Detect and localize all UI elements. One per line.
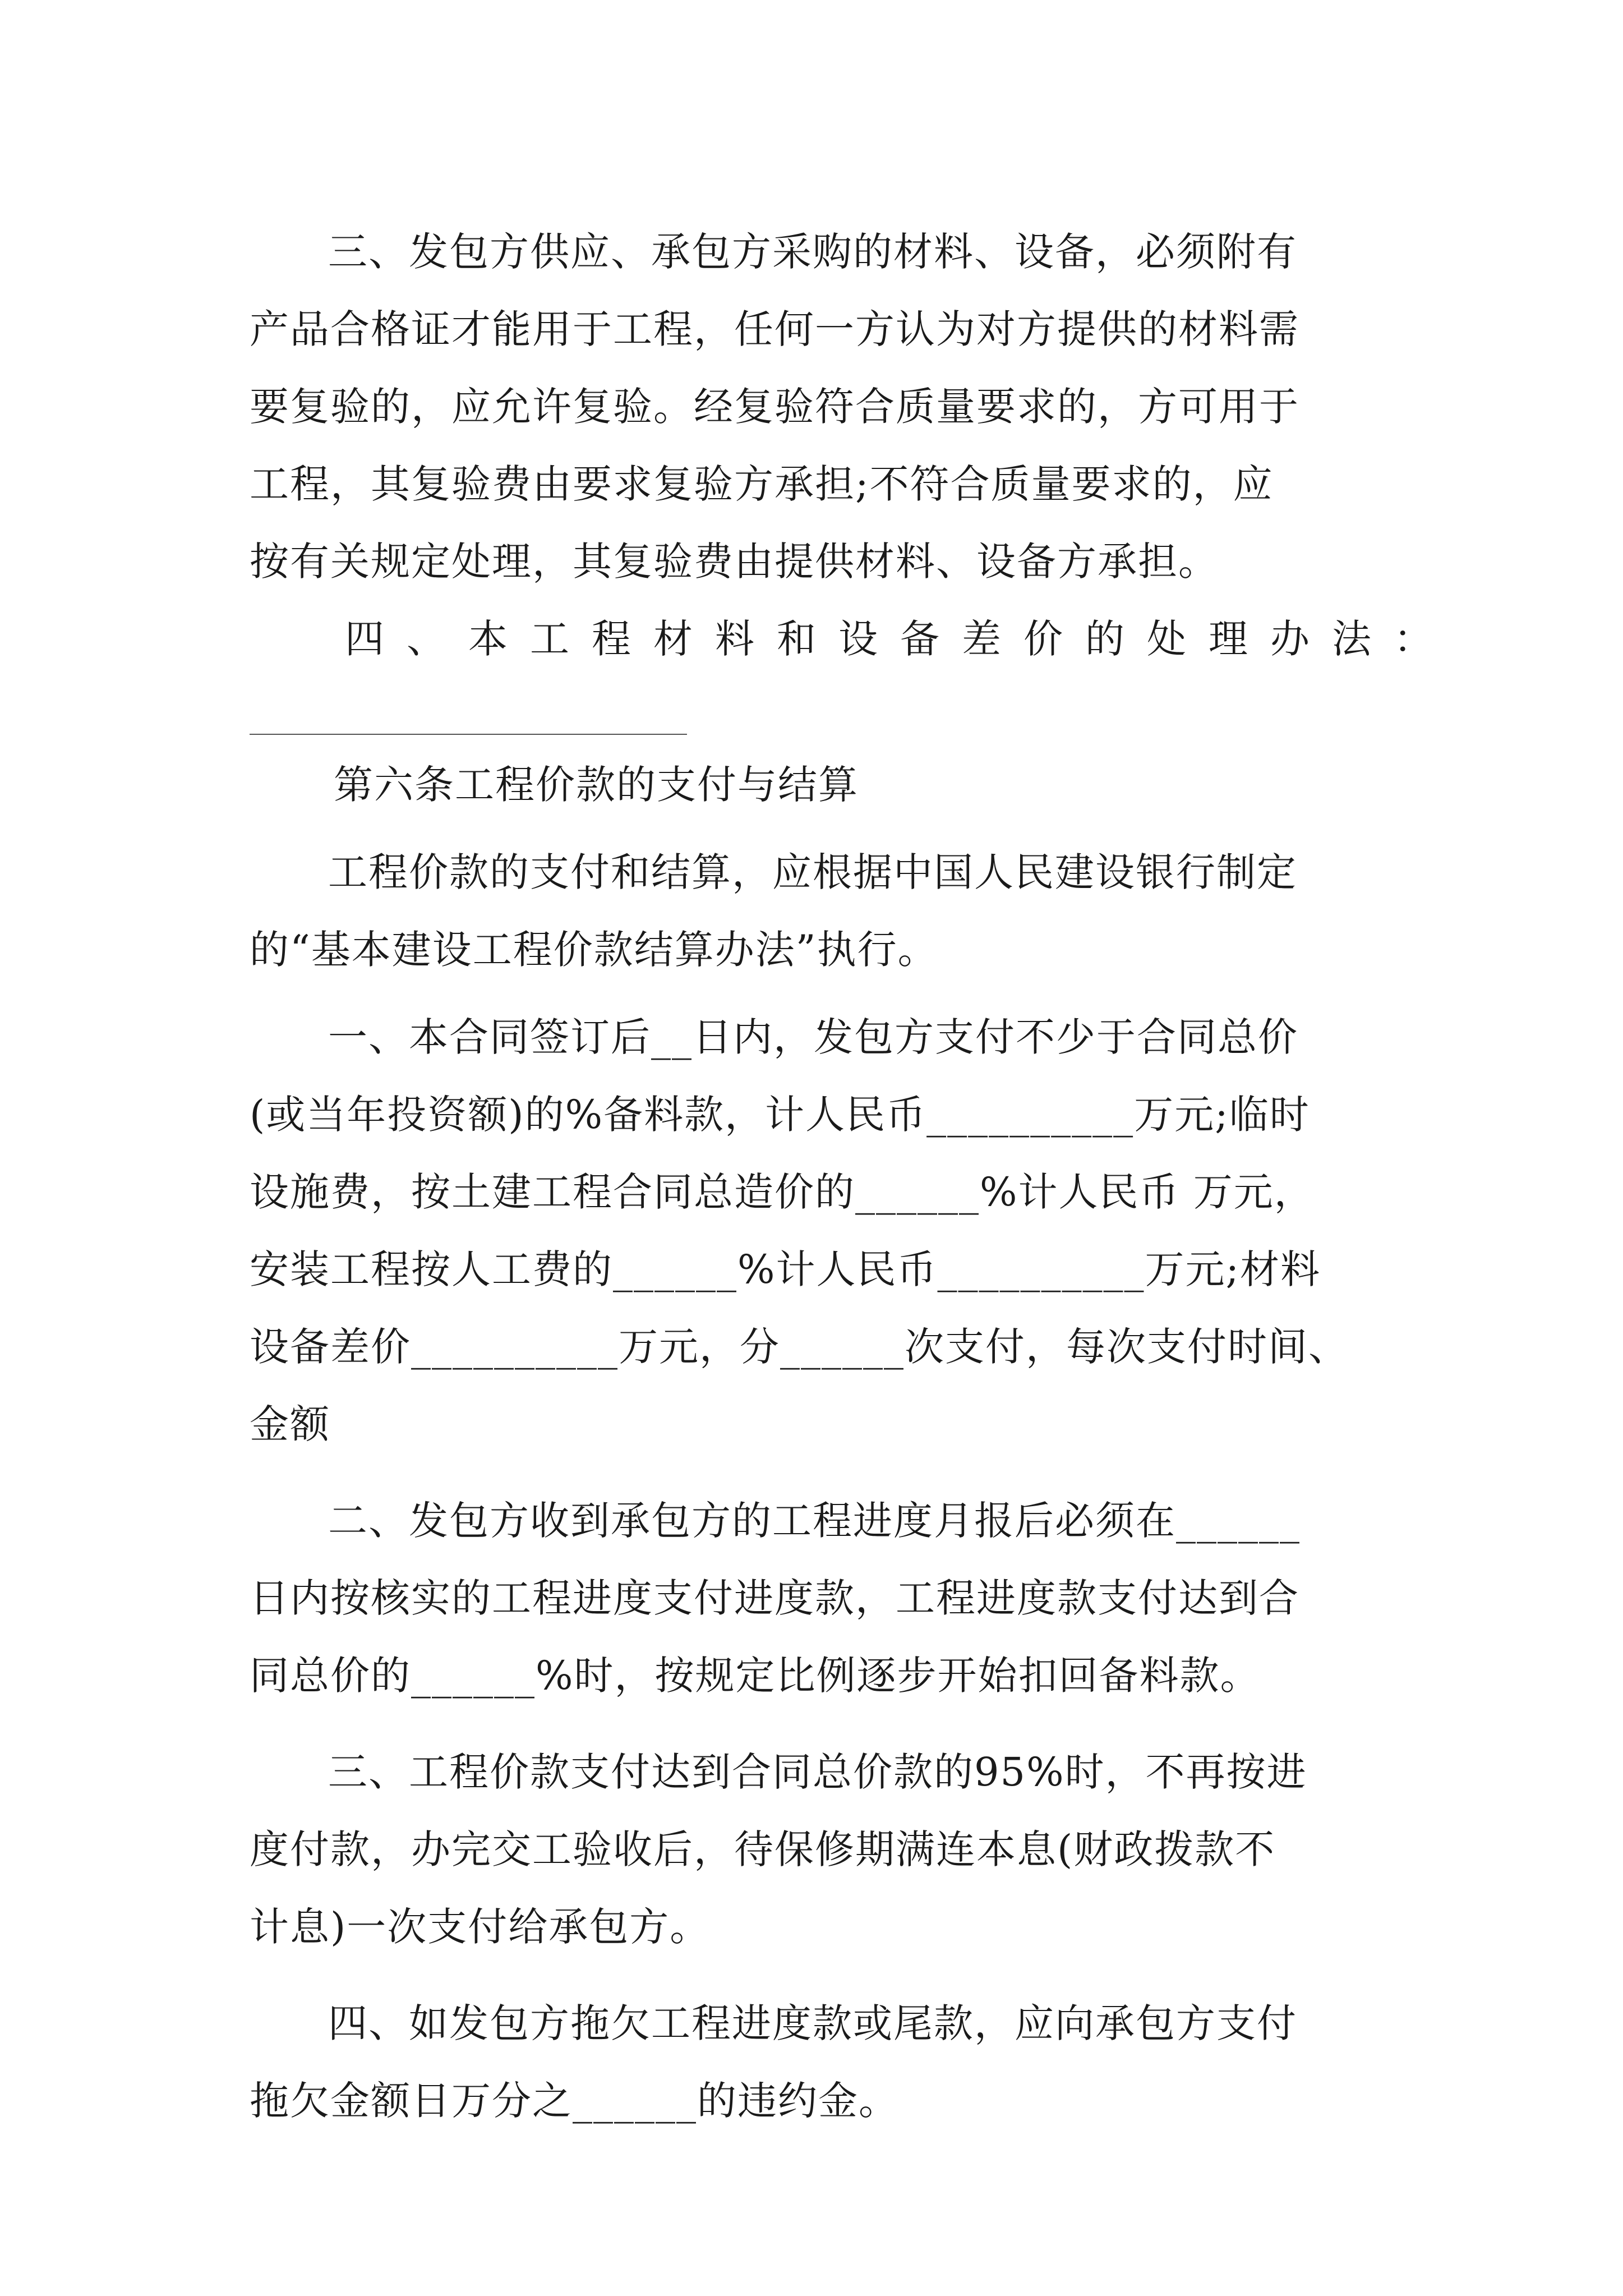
text-line: 同总价的______%时，按规定比例逐步开始扣回备料款。 bbox=[250, 1653, 1261, 1699]
paragraph-clause-1 bbox=[250, 999, 1388, 1463]
text-line: 四、如发包方拖欠工程进度款或尾款，应向承包方支付 bbox=[328, 2000, 1297, 2046]
text-line: 计息)一次支付给承包方。 bbox=[250, 1904, 711, 1950]
paragraph-clause-2 bbox=[250, 1482, 1388, 1714]
text-line: 二、发包方收到承包方的工程进度月报后必须在______ bbox=[328, 1498, 1301, 1544]
document-page bbox=[250, 213, 1455, 2139]
text-line: 拖欠金额日万分之______的违约金。 bbox=[250, 2078, 899, 2124]
paragraph-price-difference: 四、本工程材料和设备差价的处理办法： bbox=[345, 616, 1455, 662]
text-line: 设施费，按土建工程合同总造价的______%计人民币 万元， bbox=[250, 1169, 1315, 1215]
text-line: (或当年投资额)的%备料款，计人民币__________万元;临时 bbox=[250, 1092, 1310, 1138]
text-line: 设备差价__________万元，分______次支付，每次支付时间、 bbox=[250, 1324, 1349, 1370]
text-line: 度付款，办完交工验收后，待保修期满连本息(财政拨款不 bbox=[250, 1826, 1276, 1872]
text-line: 安装工程按人工费的______%计人民币__________万元;材料 bbox=[250, 1246, 1321, 1292]
text-line: 一、本合同签订后__日内，发包方支付不少于合同总价 bbox=[328, 1014, 1298, 1060]
text-line: 要复验的，应允许复验。经复验符合质量要求的，方可用于 bbox=[250, 384, 1299, 430]
blank-fill-line bbox=[250, 734, 687, 735]
paragraph-clause-4 bbox=[250, 1985, 1388, 2139]
paragraph-materials-inspection bbox=[250, 213, 1388, 600]
text-line: 按有关规定处理，其复验费由提供材料、设备方承担。 bbox=[250, 539, 1219, 585]
article-title: 第六条工程价款的支付与结算 bbox=[334, 762, 859, 808]
text-line: 工程价款的支付和结算，应根据中国人民建设银行制定 bbox=[328, 849, 1297, 895]
text-line: 金额 bbox=[250, 1401, 330, 1447]
paragraph-clause-3 bbox=[250, 1733, 1388, 1966]
text-line: 日内按核实的工程进度支付进度款，工程进度款支付达到合 bbox=[250, 1575, 1299, 1621]
paragraph-article-intro bbox=[250, 834, 1388, 988]
text-line: 三、工程价款支付达到合同总价款的95%时，不再按进 bbox=[328, 1749, 1307, 1795]
text-line: 产品合格证才能用于工程，任何一方认为对方提供的材料需 bbox=[250, 306, 1299, 352]
text-line: 三、发包方供应、承包方采购的材料、设备，必须附有 bbox=[328, 229, 1297, 275]
text-line: 的“基本建设工程价款结算办法”执行。 bbox=[250, 927, 938, 973]
text-line: 工程，其复验费由要求复验方承担;不符合质量要求的，应 bbox=[250, 461, 1274, 507]
